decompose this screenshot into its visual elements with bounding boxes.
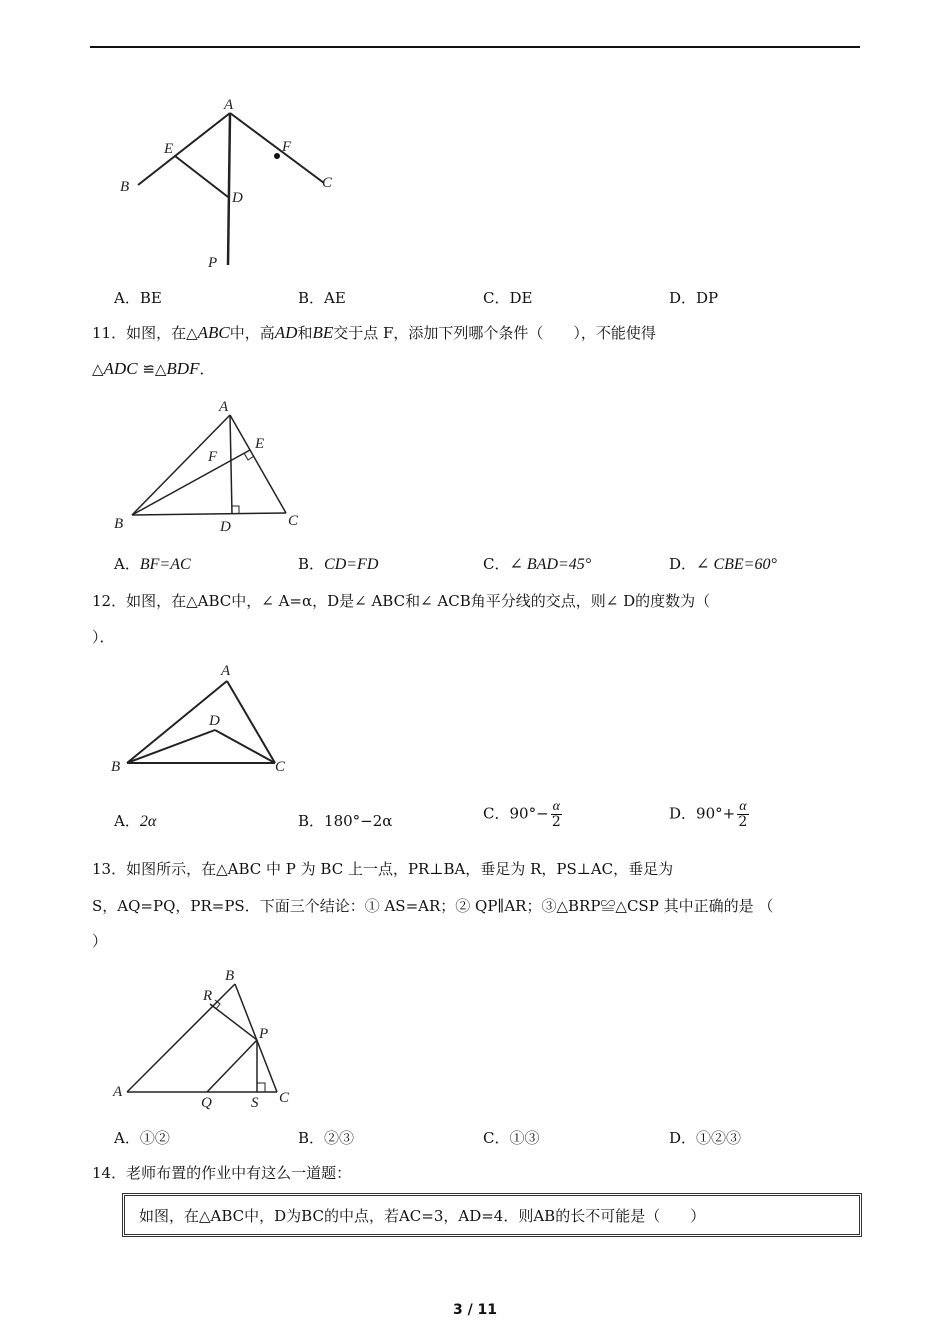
label-e: E	[255, 436, 265, 452]
q12-figure	[105, 655, 305, 780]
line-ed	[175, 156, 228, 197]
fraction: $\frac{\alpha}{2}$	[551, 799, 561, 830]
label-p: P	[259, 1026, 269, 1042]
label-d: D	[232, 190, 243, 206]
label-d: D	[220, 519, 231, 535]
q13-stem-line1: 13．如图所示，在△ABC 中 P 为 BC 上一点，PR⊥BA，垂足为 R，PS⊥AC，垂足为	[92, 860, 674, 878]
label-a: A	[221, 663, 231, 679]
side-ab	[127, 984, 235, 1092]
q13-stem-line3: ）	[92, 932, 108, 950]
label-s: S	[251, 1095, 259, 1111]
right-angle-s	[257, 1083, 265, 1092]
q10-figure	[110, 95, 360, 275]
q12-stem-line2: ）．	[92, 628, 115, 646]
q10-option-a[interactable]: A．BE	[114, 289, 162, 307]
q13-option-c[interactable]: C．①③	[483, 1129, 540, 1147]
label-d: D	[209, 713, 220, 729]
q14-problem-box	[122, 1193, 862, 1237]
q12-option-d[interactable]: D．90°+ $\frac{\alpha}{2}$	[669, 799, 748, 830]
q13-option-d[interactable]: D．①②③	[669, 1129, 742, 1147]
q11-stem-line1: 11．如图，在△ABC中，高AD和BE交于点 F，添加下列哪个条件（ ），不能使得	[92, 323, 656, 342]
q13-option-a[interactable]: A．①②	[114, 1129, 170, 1147]
q11-option-b[interactable]: B．CD=FD	[298, 555, 379, 573]
label-c: C	[279, 1090, 290, 1106]
label-r: R	[203, 988, 213, 1004]
line-ac	[230, 113, 324, 183]
q12-option-b[interactable]: B．180°−2α	[298, 812, 393, 830]
q11-option-d[interactable]: D．∠ CBE=60°	[669, 555, 777, 573]
label-b: B	[111, 759, 121, 775]
q11-figure	[110, 395, 330, 540]
q13-stem-line2: S，AQ=PQ，PR=PS．下面三个结论：① AS=AR；② QP∥AR；③△BRP≌△CSP 其中正确的是 （	[92, 897, 774, 915]
line-ap	[228, 113, 230, 265]
label-c: C	[322, 175, 333, 191]
segment-pq	[207, 1040, 257, 1092]
fraction: $\frac{\alpha}{2}$	[738, 799, 748, 830]
point-f	[274, 153, 280, 159]
label-a: A	[113, 1084, 123, 1100]
q10-option-c[interactable]: C．DE	[483, 289, 533, 307]
header-rule	[90, 46, 860, 48]
q11-option-a[interactable]: A．BF=AC	[114, 555, 191, 573]
side-ab	[132, 415, 230, 515]
segment-bd	[127, 730, 215, 763]
q10-option-b[interactable]: B．AE	[298, 289, 346, 307]
q11-option-c[interactable]: C．∠ BAD=45°	[483, 555, 592, 573]
q13-figure	[105, 962, 305, 1112]
side-bc	[132, 513, 286, 515]
label-p: P	[208, 255, 218, 271]
side-ac	[230, 415, 286, 513]
altitude-ad	[230, 415, 232, 514]
q11-stem-line2: △ADC ≌△BDF．	[92, 359, 215, 378]
label-a: A	[224, 97, 234, 113]
side-bc	[235, 984, 277, 1092]
page-number: 3 / 11	[452, 1302, 498, 1318]
label-b: B	[120, 179, 130, 195]
label-f: F	[208, 449, 218, 465]
label-a: A	[219, 399, 229, 415]
q12-option-a[interactable]: A．2α	[114, 812, 157, 830]
label-e: E	[164, 141, 174, 157]
label-q: Q	[201, 1095, 212, 1111]
q14-box-text: 如图，在△ABC中，D为BC的中点，若AC=3，AD=4．则AB的长不可能是（ ）	[139, 1207, 706, 1225]
q10-option-d[interactable]: D．DP	[669, 289, 719, 307]
label-c: C	[275, 759, 286, 775]
q13-option-b[interactable]: B．②③	[298, 1129, 355, 1147]
right-angle-d	[232, 506, 239, 514]
q12-stem-line1: 12．如图，在△ABC中，∠ A=α，D是∠ ABC和∠ ACB角平分线的交点，则∠ D的度数为（	[92, 592, 711, 610]
label-b: B	[225, 968, 235, 984]
label-c: C	[288, 513, 299, 529]
q12-option-c[interactable]: C．90°− $\frac{\alpha}{2}$	[483, 799, 561, 830]
label-b: B	[114, 516, 124, 532]
line-ab	[138, 113, 230, 185]
label-f: F	[282, 139, 292, 155]
q14-stem: 14．老师布置的作业中有这么一道题：	[92, 1164, 352, 1182]
